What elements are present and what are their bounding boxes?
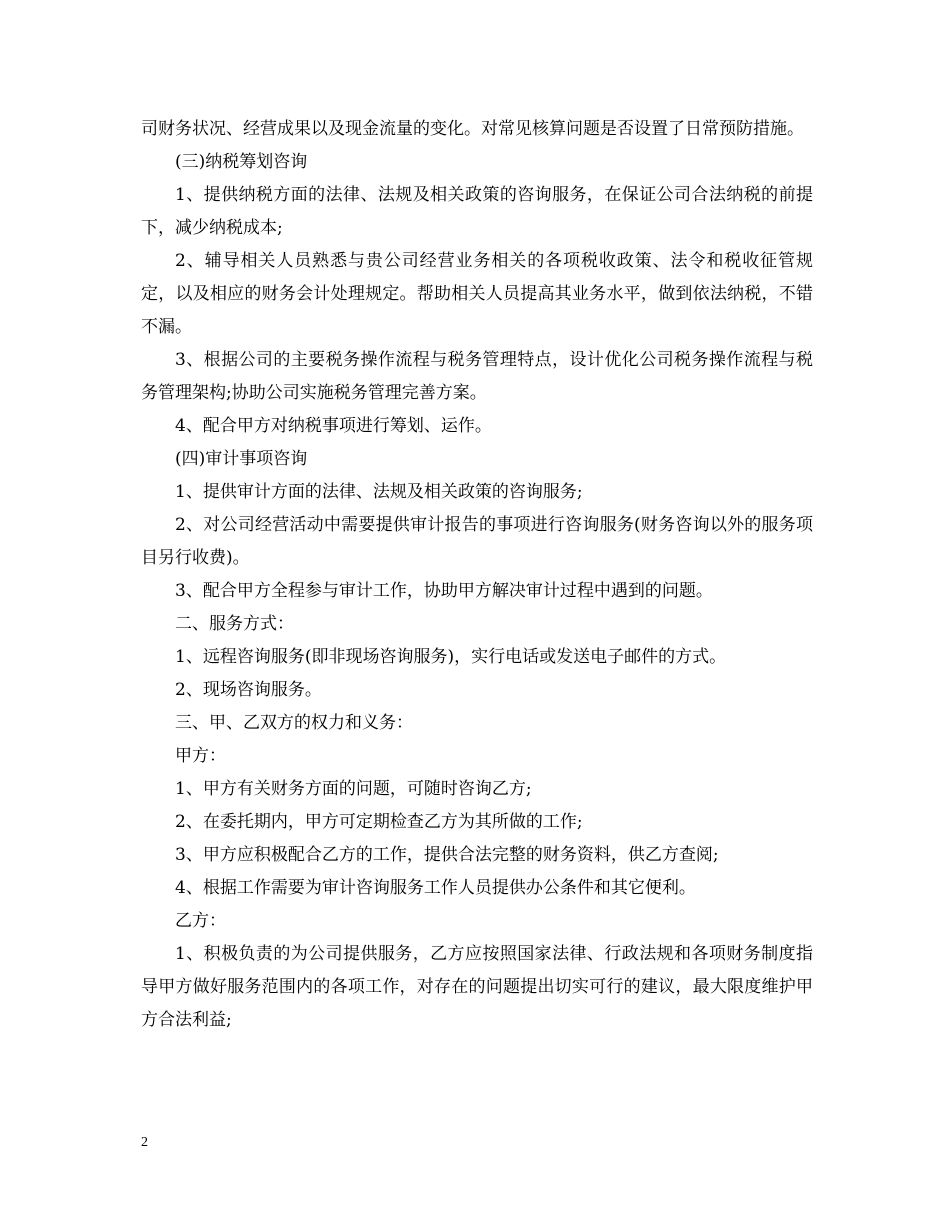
paragraph-12: 1、远程咨询服务(即非现场咨询服务)，实行电话或发送电子邮件的方式。 — [175, 647, 727, 667]
paragraph-3: 1、提供纳税方面的法律、法规及相关政策的咨询服务，在保证公司合法纳税的前提下，减少纳税成本; — [141, 185, 813, 238]
section-heading-rights: 三、甲、乙双方的权力和义务： — [175, 713, 413, 733]
paragraph-13: 2、现场咨询服务。 — [175, 680, 322, 700]
section-heading-audit: (四)审计事项咨询 — [175, 449, 308, 469]
paragraph-5: 3、根据公司的主要税务操作流程与税务管理特点，设计优化公司税务操作流程与税务管理架构;协助公司实施税务管理完善方案。 — [141, 350, 813, 403]
section-heading-tax-planning: (三)纳税筹划咨询 — [175, 152, 308, 172]
paragraph-21: 1、积极负责的为公司提供服务，乙方应按照国家法律、行政法规和各项财务制度指导甲方做好服务范围内的各项工作，对存在的问题提出切实可行的建议，最大限度维护甲方合法利益; — [141, 944, 813, 1030]
page-number: 2 — [141, 1135, 148, 1150]
document-body — [141, 113, 813, 1037]
paragraph-1: 司财务状况、经营成果以及现金流量的变化。对常见核算问题是否设置了日常预防措施。 — [141, 119, 804, 139]
party-b-heading: 乙方： — [175, 911, 226, 931]
party-a-heading: 甲方： — [175, 746, 226, 766]
paragraph-19: 4、根据工作需要为审计咨询服务工作人员提供办公条件和其它便利。 — [175, 878, 696, 898]
paragraph-16: 1、甲方有关财务方面的问题，可随时咨询乙方; — [175, 779, 532, 799]
paragraph-10: 3、配合甲方全程参与审计工作，协助甲方解决审计过程中遇到的问题。 — [175, 581, 713, 601]
paragraph-8: 1、提供审计方面的法律、法规及相关政策的咨询服务; — [175, 482, 583, 502]
paragraph-17: 2、在委托期内，甲方可定期检查乙方为其所做的工作; — [175, 812, 583, 832]
paragraph-9: 2、对公司经营活动中需要提供审计报告的事项进行咨询服务(财务咨询以外的服务项目另行收费)。 — [141, 515, 813, 568]
paragraph-6: 4、配合甲方对纳税事项进行筹划、运作。 — [175, 416, 492, 436]
section-heading-service-mode: 二、服务方式： — [175, 614, 294, 634]
paragraph-4: 2、辅导相关人员熟悉与贵公司经营业务相关的各项税收政策、法令和税收征管规定，以及相应的财务会计处理规定。帮助相关人员提高其业务水平，做到依法纳税，不错不漏。 — [141, 251, 813, 337]
paragraph-18: 3、甲方应积极配合乙方的工作，提供合法完整的财务资料，供乙方查阅; — [175, 845, 719, 865]
